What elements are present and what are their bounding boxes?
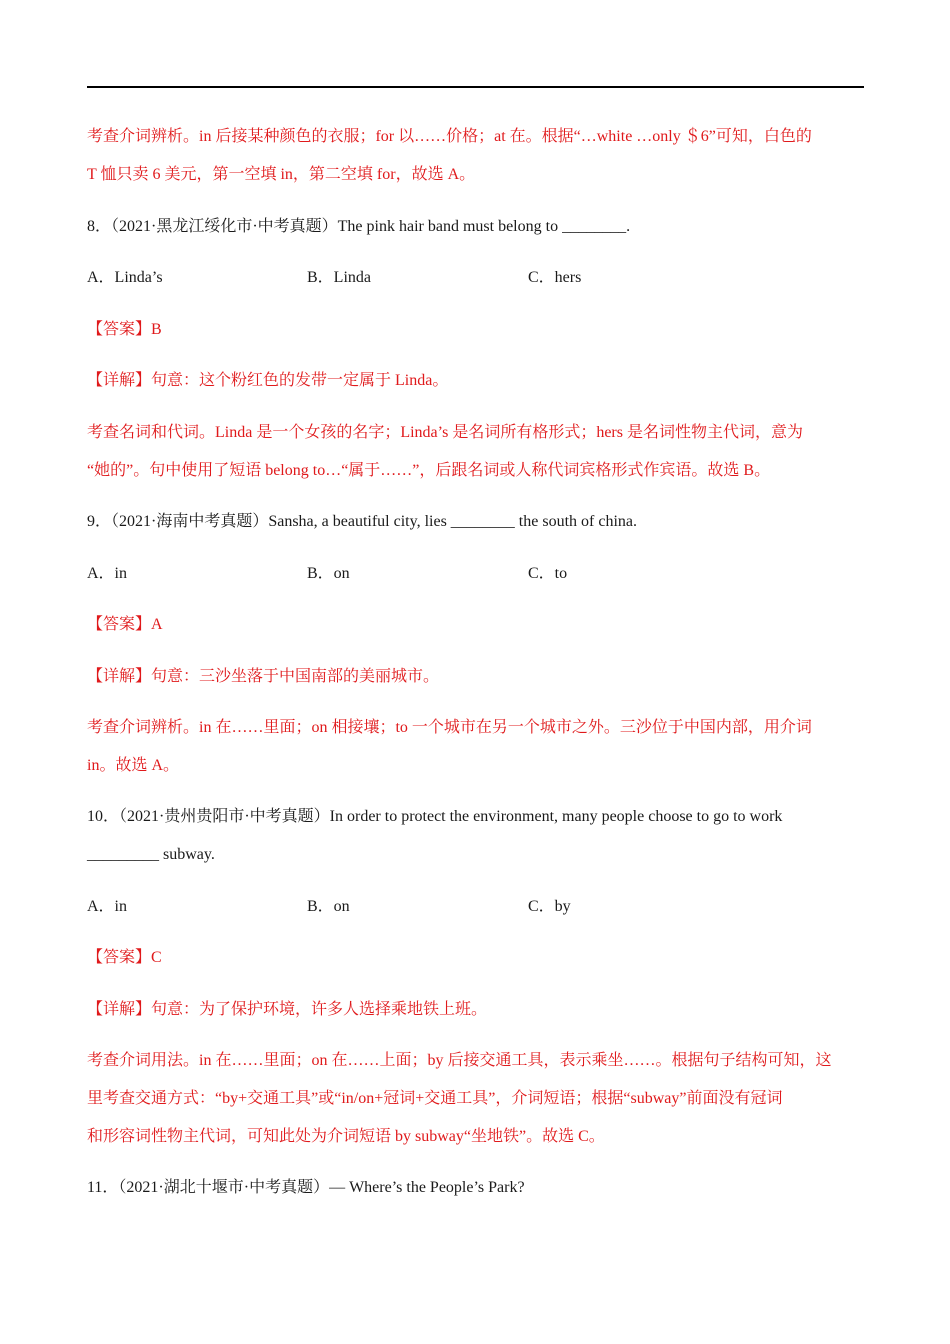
question-10-stem-line-2: _________ subway. [87, 846, 215, 863]
question-10-stem-line-1: 10．（2021·贵州贵阳市·中考真题）In order to protect the environment, many people choose to go to work [87, 808, 783, 825]
question-11-stem: 11．（2021·湖北十堰市·中考真题）— Where’s the People’s Park? [87, 1179, 525, 1196]
q10-explanation-line-3: 和形容词性物主代词，可知此处为介词短语 by subway“坐地铁”。故选 C。 [87, 1128, 605, 1145]
q8-option-c: C．hers [528, 269, 582, 286]
prev-explanation-line-1: 考查介词辨析。in 后接某种颜色的衣服；for 以……价格；at 在。根据“…white …only ＄6”可知，白色的 [87, 128, 812, 145]
question-9-stem: 9．（2021·海南中考真题）Sansha, a beautiful city, lies ________ the south of china. [87, 513, 637, 530]
q8-detail: 【详解】句意：这个粉红色的发带一定属于 Linda。 [87, 372, 449, 389]
question-8-stem: 8．（2021·黑龙江绥化市·中考真题）The pink hair band must belong to ________. [87, 218, 631, 235]
q10-answer: 【答案】C [87, 949, 162, 966]
q8-answer: 【答案】B [87, 321, 162, 338]
q10-explanation-line-2: 里考查交通方式：“by+交通工具”或“in/on+冠词+交通工具”，介词短语；根据“subway”前面没有冠词 [87, 1090, 783, 1107]
question-10-options [87, 896, 787, 918]
q9-detail: 【详解】句意：三沙坐落于中国南部的美丽城市。 [87, 668, 440, 685]
q9-explanation-line-1: 考查介词辨析。in 在……里面；on 相接壤；to 一个城市在另一个城市之外。三沙位于中国内部，用介词 [87, 719, 812, 736]
q8-option-a: A．Linda’s [87, 269, 163, 286]
q10-option-b: B．on [307, 898, 350, 915]
prev-explanation-line-2: T 恤只卖 6 美元，第一空填 in，第二空填 for，故选 A。 [87, 166, 476, 183]
q9-answer: 【答案】A [87, 616, 163, 633]
question-9-options [87, 563, 787, 585]
q9-option-c: C．to [528, 565, 568, 582]
q9-option-b: B．on [307, 565, 350, 582]
question-8-options [87, 267, 787, 289]
q10-explanation-line-1: 考查介词用法。in 在……里面；on 在……上面；by 后接交通工具，表示乘坐……。根据句子结构可知，这 [87, 1052, 832, 1069]
q8-explanation-line-1: 考查名词和代词。Linda 是一个女孩的名字；Linda’s 是名词所有格形式；hers 是名词性物主代词，意为 [87, 424, 803, 441]
q10-option-c: C．by [528, 898, 571, 915]
q9-option-a: A．in [87, 565, 128, 582]
q8-explanation-line-2: “她的”。句中使用了短语 belong to…“属于……”，后跟名词或人称代词宾格形式作宾语。故选 B。 [87, 462, 771, 479]
q10-option-a: A．in [87, 898, 128, 915]
header-rule [87, 86, 864, 88]
q9-explanation-line-2: in。故选 A。 [87, 757, 180, 774]
q10-detail: 【详解】句意：为了保护环境，许多人选择乘地铁上班。 [87, 1001, 488, 1018]
q8-option-b: B．Linda [307, 269, 371, 286]
